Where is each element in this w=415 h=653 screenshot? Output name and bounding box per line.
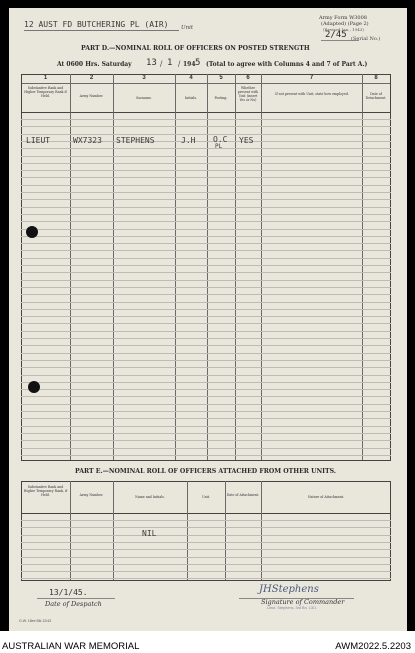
- rule-line: [21, 221, 391, 222]
- printer-code: G.W. 18ee Blk 12/43: [19, 619, 52, 623]
- e-col-header-army-number: Army Number.: [79, 493, 104, 497]
- despatch-label: Date of Despatch: [45, 600, 102, 608]
- rule-line: [21, 338, 391, 339]
- col-number-1: 1: [43, 75, 48, 81]
- rule-line: [21, 535, 391, 536]
- rule-line: [21, 542, 391, 543]
- rule-line: [21, 280, 391, 281]
- rule-line: [21, 126, 391, 127]
- rule-line: [21, 404, 391, 405]
- col-header-surname: Surname.: [136, 96, 152, 100]
- officer-initials: J.H: [181, 136, 196, 145]
- col-number-2: 2: [89, 75, 94, 81]
- col-header-present: Whether present with Unit (insert Yes or No): [237, 86, 259, 102]
- officer-rank: LIEUT: [26, 136, 51, 145]
- serial-value: 2/45: [325, 30, 347, 40]
- col-header-employment: If not present with Unit, state how employed.: [275, 92, 349, 96]
- unit-label: Unit: [181, 25, 194, 31]
- rule-line: [21, 207, 391, 208]
- form-number: Army Form W3008: [319, 15, 367, 21]
- signature-label: Signature of Commander: [261, 598, 345, 606]
- rule-line: [21, 448, 391, 449]
- rule-line: [21, 360, 391, 361]
- form-adapted: (Adapted) (Page 2): [321, 21, 369, 27]
- officer-present: YES: [239, 136, 254, 145]
- date-prefix: At 0600 Hrs. Saturday: [57, 61, 132, 68]
- unit-name: 12 AUST FD BUTCHERING PL (AIR): [24, 20, 169, 29]
- rule-line: [21, 426, 391, 427]
- col-header-rank: Substantive Rank and Higher Temporary Rank if Held.: [24, 86, 67, 98]
- rule-line: [21, 236, 391, 237]
- rule-line: [21, 119, 391, 120]
- col-number-4: 4: [189, 75, 193, 81]
- archive-footer: [0, 631, 415, 653]
- rule-line: [21, 382, 391, 383]
- part-e-title: PART E.—NOMINAL ROLL OF OFFICERS ATTACHED FROM OTHER UNITS.: [75, 468, 337, 475]
- punch-hole-lower: [28, 381, 40, 393]
- col-header-initials: Initials.: [184, 96, 198, 100]
- rule-line: [21, 455, 391, 456]
- col-number-5: 5: [219, 75, 223, 81]
- rule-line: [21, 243, 391, 244]
- rule-line: [21, 214, 391, 215]
- punch-hole-upper: [26, 226, 38, 238]
- part-d-title: PART D.—NOMINAL ROLL OF OFFICERS ON POSTED STRENGTH: [81, 45, 310, 52]
- rule-line: [21, 316, 391, 317]
- date-year-digit: 5: [195, 58, 201, 68]
- rule-line: [21, 265, 391, 266]
- e-col-header-rank: Substantive Rank and Higher Temporary Rank, if Held.: [23, 485, 68, 497]
- form-revised: (Revised Jan., 1943): [323, 27, 364, 32]
- rule-line: [21, 411, 391, 412]
- rule-line: [21, 520, 391, 521]
- col-number-6: 6: [246, 75, 250, 81]
- rule-line: [21, 564, 391, 565]
- date-suffix: (Total to agree with Columns 4 and 7 of Part A.): [206, 61, 368, 68]
- rule-line: [21, 549, 391, 550]
- rule-line: [21, 229, 391, 230]
- rule-line: [21, 557, 391, 558]
- rule-line: [21, 177, 391, 178]
- rule-line: [21, 418, 391, 419]
- rule-line: [21, 250, 391, 251]
- rule-line: [21, 148, 391, 149]
- rule-line: [21, 156, 391, 157]
- rule-line: [21, 287, 391, 288]
- rule-line: [21, 345, 391, 346]
- rule-line: [21, 192, 391, 193]
- rule-line: [21, 323, 391, 324]
- despatch-underline: [37, 598, 115, 599]
- e-col-header-attachment-date: Date of Attachment.: [226, 493, 260, 497]
- officer-army-number: WX7323: [73, 136, 102, 145]
- date-year-prefix: 194: [183, 61, 196, 68]
- rule-line: [21, 272, 391, 273]
- rule-line: [21, 294, 391, 295]
- rule-line: [21, 433, 391, 434]
- e-col-header-unit: Unit.: [201, 495, 211, 499]
- part-e-nil: NIL: [142, 529, 157, 538]
- rule-line: [21, 258, 391, 259]
- rule-line: [21, 309, 391, 310]
- rule-line: [21, 185, 391, 186]
- rule-line: [21, 440, 391, 441]
- serial-label: (Serial No.): [351, 36, 381, 42]
- rule-line: [21, 302, 391, 303]
- col-number-3: 3: [142, 75, 146, 81]
- date-month: 1: [167, 58, 173, 68]
- e-col-header-name: Name and Initials.: [135, 495, 165, 499]
- col-header-posting: Posting.: [214, 96, 228, 100]
- rule-line: [21, 163, 391, 164]
- col-header-army-number: Army Number.: [79, 94, 104, 98]
- unit-underline: [24, 30, 179, 31]
- archive-name: AUSTRALIAN WAR MEMORIAL: [2, 641, 140, 652]
- form-page: 12 AUST FD BUTCHERING PL (AIR) Unit Army Form W3008 (Adapted) (Page 2) (Revised Jan., 1943) 2/45 (Serial No.) PART D.—NOMINAL ROLL OF OFFICERS ON POSTED STRENGTH At 0600 Hrs. Saturday 13 / 1 / 194 5 (Total to agree with Columns 4 and 7 of Part A.) 1 2 3 4 5 6 7 8 Substantive Rank and Higher Temporary Rank if Held. Army Number. Surname. Initials. Posting. Whether present with Unit (insert Yes or No) If not present with Unit, state how employed. Date of Detachment. LIEUT WX7323 STEPHENS J.H O.C PL YES PART E.—NOMINAL ROLL OF OFFICERS ATTACHED FROM OTHER UNITS. Substantive Rank and Higher Temporary Rank, if Held. Army Number. Name and Initials. Unit. Date of Attachment. Nature of Attachment. NIL 13/1/45. Date of Despatch JHStephens Signature of Commander Lieut. Stephens, 3rd Bn. 13/1 G.W. 18ee Blk 12/43: [9, 8, 407, 631]
- rule-line: [21, 527, 391, 528]
- rule-line: [21, 571, 391, 572]
- rule-line: [21, 199, 391, 200]
- signature-stamp: Lieut. Stephens, 3rd Bn. 13/1: [267, 606, 317, 610]
- e-col-header-nature: Nature of Attachment.: [307, 495, 345, 499]
- col-number-8: 8: [374, 75, 378, 81]
- date-day: 13: [146, 58, 157, 68]
- despatch-date: 13/1/45.: [49, 588, 88, 597]
- rule-line: [21, 353, 391, 354]
- col-number-7: 7: [309, 75, 314, 81]
- rule-line: [21, 331, 391, 332]
- col-header-detachment: Date of Detachment.: [365, 92, 387, 100]
- rule-line: [21, 375, 391, 376]
- rule-line: [21, 170, 391, 171]
- archive-reference: AWM2022.5.2203: [335, 641, 411, 652]
- rule-line: [21, 396, 391, 397]
- rule-line: [21, 367, 391, 368]
- officer-surname: STEPHENS: [116, 136, 155, 145]
- officer-posting-sub: PL: [215, 143, 223, 150]
- rule-line: [21, 578, 391, 579]
- rule-line: [21, 389, 391, 390]
- commander-signature: JHStephens: [259, 584, 319, 595]
- rule-line: [21, 134, 391, 135]
- officer-posting: O.C: [213, 135, 228, 144]
